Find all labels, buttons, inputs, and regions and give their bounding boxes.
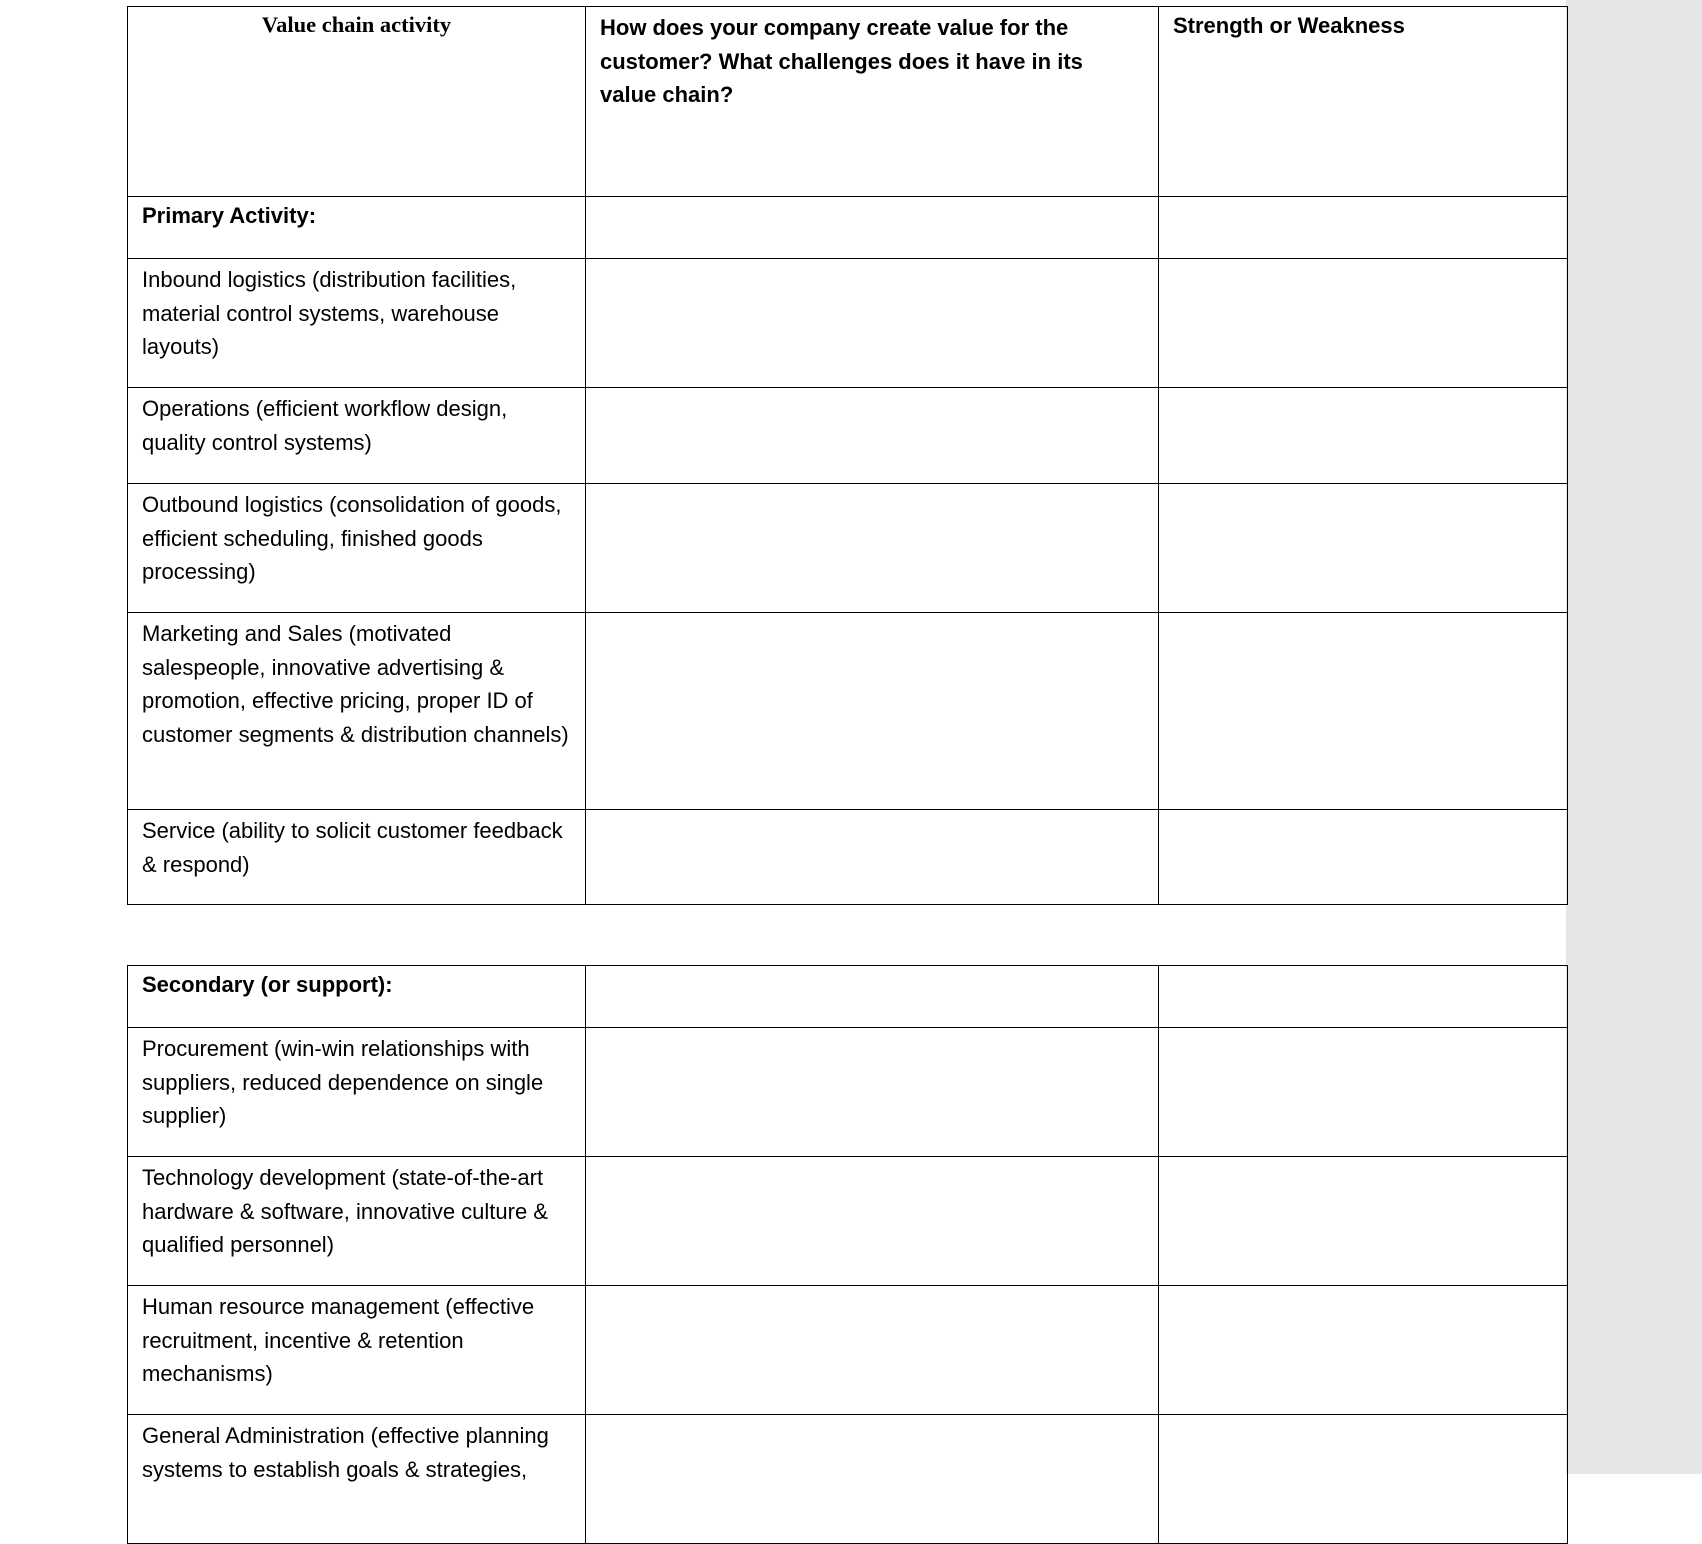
activity-technology-development: Technology development (state-of-the-art hardware & software, innovative culture & qualified personnel) — [128, 1157, 586, 1286]
value-cell-human-resource-management[interactable] — [586, 1286, 1159, 1415]
value-cell-outbound-logistics[interactable] — [586, 484, 1159, 613]
secondary-heading-value-cell[interactable] — [586, 966, 1159, 1028]
value-cell-inbound-logistics[interactable] — [586, 259, 1159, 388]
secondary-heading-strength-cell[interactable] — [1159, 966, 1568, 1028]
header-value-chain-activity: Value chain activity — [128, 7, 586, 197]
value-chain-table-secondary — [127, 965, 1568, 1544]
table-row — [128, 1157, 1568, 1286]
table-row — [128, 810, 1568, 905]
activity-human-resource-management: Human resource management (effective recruitment, incentive & retention mechanisms) — [128, 1286, 586, 1415]
primary-activity-heading: Primary Activity: — [128, 197, 586, 259]
strength-cell-human-resource-management[interactable] — [1159, 1286, 1568, 1415]
activity-general-administration: General Administration (effective planning systems to establish goals & strategies, — [128, 1415, 586, 1544]
activity-operations: Operations (efficient workflow design, quality control systems) — [128, 388, 586, 484]
primary-heading-row — [128, 197, 1568, 259]
activity-marketing-sales: Marketing and Sales (motivated salespeople, innovative advertising & promotion, effective pricing, proper ID of customer segments & distribution channels) — [128, 613, 586, 810]
strength-cell-service[interactable] — [1159, 810, 1568, 905]
header-create-value: How does your company create value for the customer? What challenges does it have in its value chain? — [586, 7, 1159, 197]
header-strength-weakness: Strength or Weakness — [1159, 7, 1568, 197]
value-cell-marketing-sales[interactable] — [586, 613, 1159, 810]
table-row — [128, 1415, 1568, 1544]
table-row — [128, 259, 1568, 388]
header-row — [128, 7, 1568, 197]
strength-cell-technology-development[interactable] — [1159, 1157, 1568, 1286]
value-cell-technology-development[interactable] — [586, 1157, 1159, 1286]
value-cell-service[interactable] — [586, 810, 1159, 905]
value-cell-operations[interactable] — [586, 388, 1159, 484]
strength-cell-operations[interactable] — [1159, 388, 1568, 484]
activity-procurement: Procurement (win-win relationships with suppliers, reduced dependence on single supplier) — [128, 1028, 586, 1157]
primary-heading-strength-cell[interactable] — [1159, 197, 1568, 259]
strength-cell-general-administration[interactable] — [1159, 1415, 1568, 1544]
activity-service: Service (ability to solicit customer feedback & respond) — [128, 810, 586, 905]
strength-cell-marketing-sales[interactable] — [1159, 613, 1568, 810]
value-cell-procurement[interactable] — [586, 1028, 1159, 1157]
activity-inbound-logistics: Inbound logistics (distribution facilities, material control systems, warehouse layouts) — [128, 259, 586, 388]
strength-cell-inbound-logistics[interactable] — [1159, 259, 1568, 388]
primary-heading-value-cell[interactable] — [586, 197, 1159, 259]
secondary-heading: Secondary (or support): — [128, 966, 586, 1028]
value-chain-table-primary — [127, 6, 1568, 905]
table-row — [128, 1286, 1568, 1415]
activity-outbound-logistics: Outbound logistics (consolidation of goods, efficient scheduling, finished goods processing) — [128, 484, 586, 613]
strength-cell-outbound-logistics[interactable] — [1159, 484, 1568, 613]
table-row — [128, 1028, 1568, 1157]
table-row — [128, 613, 1568, 810]
table-row — [128, 484, 1568, 613]
table-row — [128, 388, 1568, 484]
secondary-heading-row — [128, 966, 1568, 1028]
strength-cell-procurement[interactable] — [1159, 1028, 1568, 1157]
page-gutter — [1566, 0, 1702, 1474]
value-cell-general-administration[interactable] — [586, 1415, 1159, 1544]
